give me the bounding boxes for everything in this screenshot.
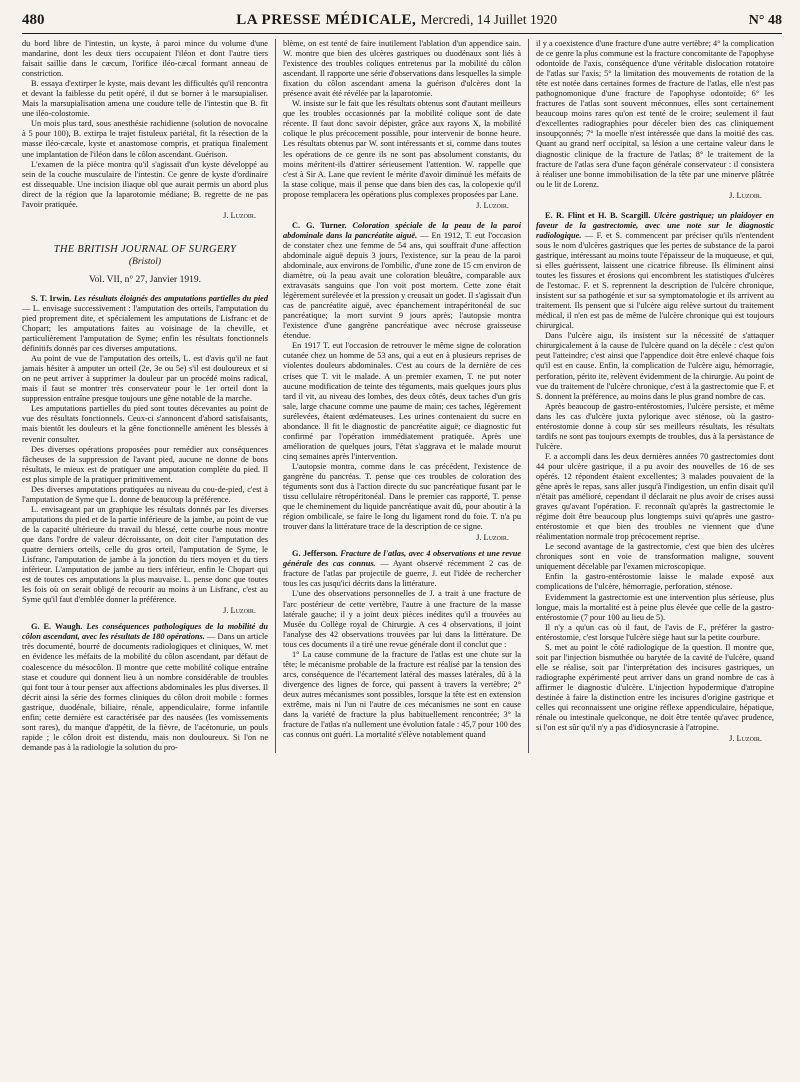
paragraph: Au point de vue de l'amputation des orteils, L. est d'avis qu'il ne faut jamais hésiter à amputer un orteil (2e, 3e ou 5e) s'il est douloureux et si on ne peut arriver à supprimer la douleur par un procédé moins radical, mais il faut se montrer très conservateur pour le 1er orteil dont la suppression entraîne presque toujours une gêne notable de la marche. [22,354,268,404]
paragraph: L'une des observations personnelles de J. a trait à une fracture de l'arc postérieur de cette vertèbre, l'autre à une fracture de la masse latérale gauche; il y a joint deux pièces inédites qu'il a trouvées au Musée du Collège royal de Chirurgie. A ces 4 observations, il joint l'analyse des 42 observations trouvées par lui dans la littérature. De tous ces documents il a tiré une revue générale dont il conclut que : [283,589,521,649]
author-signature: J. Luzoir. [223,210,256,220]
paragraph: blème, on est tenté de faire inutilement l'ablation d'un appendice sain. W. montre que bien des ulcères gastriques ou duodénaux sont liés à l'existence des troubles coliques entretenus par la mobilité du côlon ascendant. Il rapporte une série d'observations dans lesquelles la simple fixation du côlon ascendant amena la guérison d'ulcères dont la présence avait été révélée par la laparotomie. [283,39,521,99]
page-header [22,12,782,34]
article-title: Les conséquences pathologiques de la mobilité du côlon ascendant, avec les résultats de 180 opérations. [22,622,269,642]
article-author: G. Jefferson. [292,549,338,559]
paragraph: S. met au point le côté radiologique de la question. Il montre que, soit par l'injection bismuthée ou barytée de la cavité de l'ulcère, quand elle se réalise, soit par l'interprétation des incisures gastriques, un radiographe expérimenté peut arriver dans un grand nombre de cas à affirmer le diagnostic d'ulcère. L'injection hypodermique d'atropine destinée à faire la distinction entre les incisures d'origine gastrique et celles qui reconnaissent une origine réflexe appendiculaire, hépatique, rénale ou intestinale quelconque, ne doit être tentée qu'avec prudence, si l'on est sûr qu'il n'y a pas d'idiosyncrasie à l'atropine. [536,642,774,733]
column-3 [528,39,781,753]
issue-date: Mercredi, 14 Juillet 1920 [420,12,557,27]
column-1 [22,39,275,753]
author-signature: J. Luzoir. [476,533,509,543]
journal-name: THE BRITISH JOURNAL OF SURGERY [53,243,237,255]
article-author: G. E. Waugh. [31,622,83,632]
article-author: C. G. Turner. [292,220,347,230]
paragraph: 1° La cause commune de la fracture de l'atlas est une chute sur la tête; le mécanisme probable de la fracture est réalisé par la tension des arcs, conséquence de l'écartement latéral des masses latérales, dû à la divergence des lignes de force, qui passent à travers la vertèbre; 2° deux autres mécanismes sont possibles, lorsque la tête est en extension extrême, mais ni l'un ni l'autre de ces mécanismes ne sont en cause dans la variété de fracture la plus habituellement rencontrée; 3° la fracture de l'atlas n'a nullement une évolution fatale : 45,7 pour 100 des cas connus ont guéri. La mortalité s'élève notablement quand [283,649,521,740]
paragraph: il y a coexistence d'une fracture d'une autre vertèbre; 4° la complication de ce genre la plus commune est la fracture concomitante de l'apophyse odontoïde de l'axis, conséquence d'une véritable dislocation rotatoire de l'atlas sur l'axis; 5° la limitation des mouvements de rotation de la tête est notée dans certaines formes de fracture de l'atlas, elle n'est pas pathognomonique d'une fracture de l'apophyse odontoïde; 6° les fractures de l'atlas sont souvent méconnues, elles sont certainement beaucoup moins rares qu'on est tenté de le croire; seulement il faut d'excellentes radiographies pour déceler bien des cas cliniquement insoupçonnés; 7° la moelle n'est intéressée que dans la moitié des cas. Quant au grand nerf occipital, sa lésion a une certaine valeur dans le diagnostic clinique de la fracture de l'atlas; 8° le traitement de la fracture de l'atlas sera d'une façon générale conservateur : il consistera à réaliser une bonne immobilisation de la tête par une minerve plâtrée ou le lit de Lorenz. [536,39,774,189]
paragraph: W. insiste sur le fait que les résultats obtenus sont d'autant meilleurs que les troubles occasionnés par la mobilité colique sont de date récente. Il faut donc savoir dépister, grâce aux rayons X, la mobilité colique le plus précocement possible, pour intervenir de bonne heure. Les résultats obtenus par W. sont intéressants et si, comme dans toutes les opérations de ce genre ils ne sont pas absolument constants, du moins méritent-ils d'attirer sérieusement l'attention. W. rappelle que c'est à Sir A. Lane que revient le mérite d'avoir diminué les méfaits de la stase colique, mais il pense que dans bien des cas, la colopexie qu'il propose remplacera les opérations plus complexes proposées par Lane. [283,99,521,199]
author-signature: J. Luzoir. [729,190,762,200]
article-author: E. R. Flint et H. B. Scargill. [545,210,651,220]
paragraph: Evidemment la gastrectomie est une intervention plus sérieuse, plus longue, mais la mortalité est à peine plus élevée que celle de la gastro-entérostomie (7 pour 100 au lieu de 5). [536,592,774,622]
text-columns [22,39,782,753]
paragraph: Des diverses opérations proposées pour remédier aux conséquences fâcheuses de la suppression de l'avant pied, aucune ne donne de bons résultats, le mieux est de pratiquer une amputation complète du pied. Il est plus simple de la pratiquer primitivement. [22,444,268,484]
author-signature: J. Luzoir. [729,734,762,744]
article-jefferson [283,549,521,589]
article-text: — En 1912, T. eut l'occasion de constater chez une femme de 54 ans, qui souffrait d'une affection abdominale aiguë depuis 3 jours, l'existence, sur la peau de la paroi abdominale, aux environs de l'ombilic, d'une zone de 15 cm environ de diamètre, où la peau avait une coloration bleuâtre, comparable aux extravasats sanguins que l'on voit post mortem. Cette zone était légèrement surélevée et la pression y creusait un godet. Il s'agissait d'un cas de pancréatite aiguë, avec épanchement intrapéritonéal de suc pancréatique; la mort survint 9 jours après; l'autopsie montra l'existence d'une gangrène pancréatique avec nécrose graisseuse étendue. [283,230,521,341]
article-title: Les résultats éloignés des amputations partielles du pied [73,293,269,303]
paragraph: Enfin la gastro-entérostomie laisse le malade exposé aux complications de l'ulcère, hémorragie, perforation, sténose. [536,572,774,592]
article-turner [283,221,521,342]
paragraph: Dans l'ulcère aigu, ils insistent sur la nécessité de s'attaquer chirurgicalement à la cause de l'ulcère quand on la décèle : c'est qu'on peut l'atteindre; c'est ainsi que l'appendice doit être enlevé chaque fois qu'il est en cause. Enfin, la complication de l'ulcère aigu, hémorragie, perforation, périto ite, relèvent évidemment de la chirurgie. Au point de vue du traitement de l'ulcère chronique, c'est à la gastrectomie que F. et S. donnent la préférence, au moins dans le plus grand nombre de cas. [536,331,774,401]
article-title: Coloration spéciale de la peau de la paroi abdominale dans la pancréatite aiguë. [283,220,522,240]
column-2 [275,39,528,753]
paragraph: L'autopsie montra, comme dans le cas précédent, l'existence de gangrène du pancréas. T. pense que ces troubles de coloration des téguments sont dus à l'action directe du suc pancréatique fusant par le tissu cellulaire rétropéritonéal. Dans le premier cas rapporté, T. pense que le cheminement du liquide pancréatique avait dû, pour aboutir à la région ombilicale, se faire le long du ligament rond du foie. T. n'a pu trouver dans la littérature trace de la description de ce signe. [283,461,521,532]
author-signature: J. Luzoir. [476,200,509,210]
paragraph: Un mois plus tard, sous anesthésie rachidienne (solution de novocaïne à 5 pour 100), B. extirpa le trajet fistuleux pariétal, fit la résection de la masse iléo-cæcale, kyste et anastomose compris, et pratiqua finalement une implantation de l'iléon dans le côlon ascendant. Guérison. [22,119,268,159]
paragraph: Il n'y a qu'un cas où il faut, de l'avis de F., préférer la gastro-entérostomie, c'est lorsque l'ulcère siège haut sur la petite courbure. [536,622,774,642]
paragraph: Des diverses amputations pratiquées au niveau du cou-de-pied, c'est à l'amputation de Syme que L. donne de beaucoup la préférence. [22,484,268,504]
article-title: Ulcère gastrique; un plaidoyer en faveur de la gastrectomie, avec une note sur le diagnostic radiologique. [536,210,774,240]
paragraph: du bord libre de l'intestin, un kyste, à paroi mince du volume d'une mandarine, dont les deux tiers occupaient l'iléon et dont l'autre tiers faisait saillie dans le cæcum, l'orifice iléo-cæcal formant anneau de constriction. [22,39,268,79]
article-text: — L. envisage successivement : l'amputation des orteils, l'amputation du pied proprement dite, et spécialement les amputations de Lisfranc et de Chopart; les amputations faites au voisinage de la cheville, et particulièrement l'amputation de Syme; enfin les résultats fonctionnels définitifs donnés par ces diverses amputations. [22,303,268,354]
journal-section-heading [22,243,268,286]
author-signature: J. Luzoir. [223,606,256,616]
paragraph: L'examen de la pièce montra qu'il s'agissait d'un kyste développé au sein de la couche musculaire de l'intestin. Ce genre de kyste d'ordinaire est dissequable. Une incision iliaque obl que aurait permis un abord plus direct de la région que la laparotomie médiane; B. regrette de ne pas l'avoir pratiquée. [22,159,268,209]
journal-masthead [236,12,557,29]
paragraph: Après beaucoup de gastro-entérostomies, l'ulcère persiste, et même dans les cas d'ulcère juxta pylorique avec sténose, où la gastro-entérostomie donne à coup sûr ses meilleurs résultats, les résultats tardifs ne sont pas toujours exempts de troubles, dus à la persistance de l'ulcère. [536,401,774,451]
paragraph: Le second avantage de la gastrectomie, c'est que bien des ulcères chroniques sont en voie de transformation maligne, souvent uniquement décelable par l'examen microscopique. [536,542,774,572]
article-waugh [22,622,268,753]
paragraph: En 1917 T. eut l'occasion de retrouver le même signe de coloration cutanée chez un homme de 53 ans, qui a eut en à plusieurs reprises de violentes douleurs abdominales. C'est au cours de la dernière de ces crises que T. vit le malade. A un premier examen, T. ne put noter aucune modification de teinte des téguments, mais quelques jours plus tard il vit, au niveau des lombes, des deux côtés, deux taches d'un gris sale, large chacune comme une paume de main; ces taches, légèrement surélevées, étaient œdémateuses. Les urines contenaient du sucre en abondance. Il fit le diagnostic de pancréatite aiguë; ce diagnostic fut confirmé par l'opération immédiatement pratiquée. Après une amélioration de quelques jours, l'état s'aggrava et le malade mourut cinq semaines après l'intervention. [283,341,521,461]
journal-title: LA PRESSE MÉDICALE, [236,12,417,28]
article-flint-scargill [536,211,774,332]
page-number: 480 [22,12,45,28]
paragraph: L. envisageant par un graphique les résultats donnés par les diverses amputations du pied et de la partie inférieure de la jambe, au point de vue de la capacité ultérieure du travail du blessé, cette courbe nous montre que dans l'ordre de valeur décroissante, on doit citer l'amputation des quatre derniers orteils, celle du gros orteil, l'amputation de Syme, le Lisfranc, l'amputation de jambe à la jonction du tiers moyen et du tiers inférieur. L'amputation de jambe au tiers inférieur, enfin le Chopart qui est de toutes ces amputations la plus mauvaise. L. pense donc que toutes les fois où on serait obligé de recourir au moins à un Lisfranc, c'est au Syme qu'il faut d'emblée donner la préférence. [22,504,268,605]
article-text: — F. et S. commencent par préciser qu'ils n'entendent sous le nom d'ulcères gastriques que les pertes de substance de la paroi gastrique, intéressant au moins toute l'épaisseur de la muqueuse, et qui, si elles guérissent, laissent une cicatrice fibreuse. Ils éliminent ainsi toutes les fissures et érosions qui encombrent les statistiques d'ulcères de l'estomac. F. et S. reprennent la description de l'ulcère chronique, insistent sur sa pathogénie et sur sa symptomatologie et ils arrivent au traitement. Ils pensent que si l'ulcère aigu relève surtout du traitement médical, il n'en est pas de même de l'ulcère chronique qui est toujours chirurgical. [536,230,775,331]
article-author: S. T. Irwin. [31,293,72,303]
article-text: — Ayant observé récemment 2 cas de fracture de l'atlas par projectile de guerre, J. eut l'idée de rechercher tous les cas jusqu'ici décrits dans la littérature. [283,559,522,589]
article-irwin [22,294,268,354]
issue-number: N° 48 [748,13,782,28]
journal-volume: Vol. VII, n° 27, Janvier 1919. [89,274,201,285]
article-text: — Dans un article très documenté, bourré de documents radiologiques et cliniques, W. met en évidence les méfaits de la mobilité du côlon ascendant, par défaut de coalescence du mésocôlon. Il montre que cette mobilité colique entraîne stase et coudure qui donnent lieu à un nombre considérable de troubles qui font tour à tour penser aux affections abdominales les plus diverses. Il décrit ainsi la série des formes cliniques du côlon droit mobile : formes gastrique, duodénale, biliaire, rénale, appendiculaire, forme infantile enfin; cette dernière est caractérisée par des nausées (les vomissements sont rares), du manque d'appétit, de la fièvre, de l'acétonurie, un pouls rapide ; le côlon droit est distendu, mais non douloureux. Si l'on ne demande pas à la radiologie la solution du pro- [22,632,268,752]
paragraph: Les amputations partielles du pied sont toutes décevantes au point de vue des résultats fonctionnels. Ceux-ci s'annoncent d'abord satisfaisants, mais bientôt les douleurs et la gêne fonctionnelle amènent les blessés à revenir consulter. [22,404,268,444]
journal-place: (Bristol) [128,256,162,267]
article-title: Fracture de l'atlas, avec 4 observations et une revue générale des cas connus. [283,549,521,569]
paragraph: F. a accompli dans les deux dernières années 70 gastrectomies dont 44 pour ulcère gastrique, il a pu avoir des nouvelles de 16 de ses opérés. 12 répondent étaient excellentes; 3 malades pouvaient de la gêne après le repas, sans aller jusqu'à l'indigestion, un enfin disait qu'il n'était pas amélioré, cependant il déclarait ne plus avoir de crises aussi graves qu'avant l'opération. F. reconnaît qu'après la gastrectomie le régime doit être beaucoup plus longtemps suivi qu'après une gastro-entérostomie et que bien des troubles ne viennent que d'une réalimentation normale trop précocement reprise. [536,451,774,542]
paragraph: B. essaya d'extirper le kyste, mais devant les difficultés qu'il rencontra et devant la faiblesse du petit opéré, il dut se borner à le marsupialiser. Mais la marsupialisation amena une coudure telle de l'intestin que B. fit une iléo-colostomie. [22,79,268,119]
